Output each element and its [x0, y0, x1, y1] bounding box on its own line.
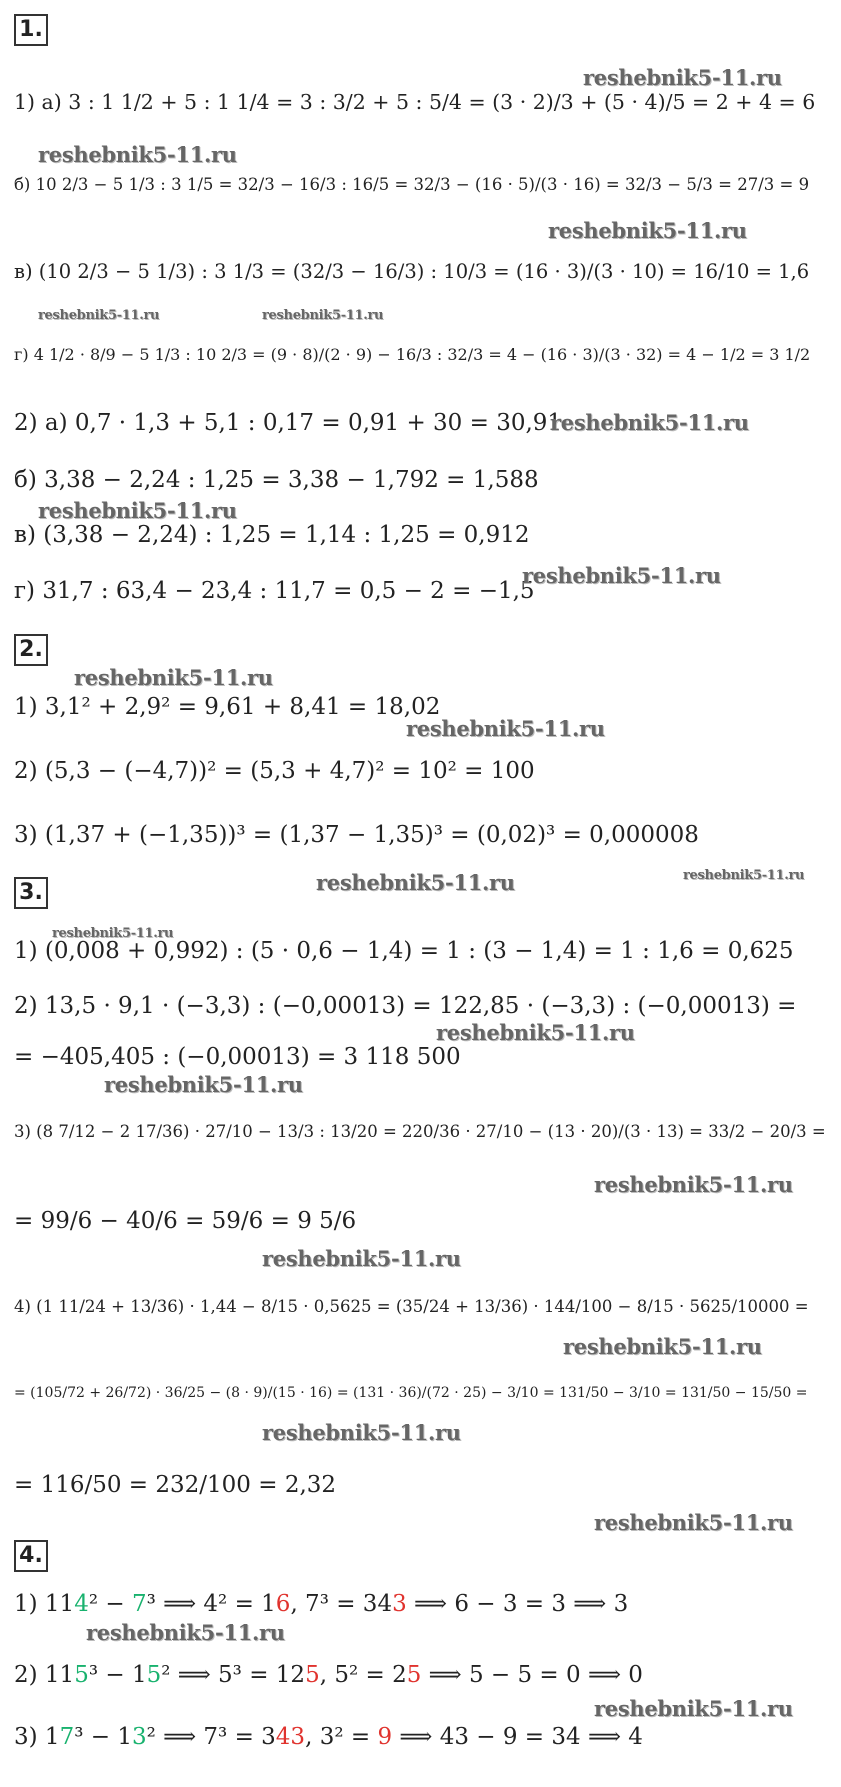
watermark: reshebnik5-11.ru	[38, 142, 237, 167]
task1-line-2b: б) 3,38 − 2,24 : 1,25 = 3,38 − 1,792 = 1,588	[14, 467, 539, 493]
watermark: reshebnik5-11.ru	[86, 1620, 285, 1645]
watermark: reshebnik5-11.ru	[563, 1334, 762, 1359]
task1-line-1a: 1) а) 3 : 1 1/2 + 5 : 1 1/4 = 3 : 3/2 + 5 : 5/4 = (3 · 2)/3 + (5 · 4)/5 = 2 + 4 = 6	[14, 90, 816, 114]
task4-line-2: 2) 115³ − 15² ⟹ 5³ = 125, 5² = 25 ⟹ 5 − 5 = 0 ⟹ 0	[14, 1662, 643, 1688]
watermark: reshebnik5-11.ru	[52, 926, 174, 941]
task2-line-1: 1) 3,1² + 2,9² = 9,61 + 8,41 = 18,02	[14, 694, 441, 720]
task1-line-1g: г) 4 1/2 · 8/9 − 5 1/3 : 10 2/3 = (9 · 8)/(2 · 9) − 16/3 : 32/3 = 4 − (16 · 3)/(3 · 32) = 4 − 1/2 = 3 1/2	[14, 345, 811, 364]
watermark: reshebnik5-11.ru	[683, 868, 805, 883]
task-number-1: 1.	[14, 14, 48, 46]
watermark: reshebnik5-11.ru	[436, 1020, 635, 1045]
task3-line-3-cont: = 99/6 − 40/6 = 59/6 = 9 5/6	[14, 1208, 357, 1234]
task3-line-2-cont: = −405,405 : (−0,00013) = 3 118 500	[14, 1044, 461, 1070]
task3-line-2: 2) 13,5 · 9,1 · (−3,3) : (−0,00013) = 122,85 · (−3,3) : (−0,00013) =	[14, 993, 797, 1019]
watermark: reshebnik5-11.ru	[262, 1246, 461, 1271]
task1-line-1v: в) (10 2/3 − 5 1/3) : 3 1/3 = (32/3 − 16/3) : 10/3 = (16 · 3)/(3 · 10) = 16/10 = 1,6	[14, 260, 810, 283]
watermark: reshebnik5-11.ru	[583, 65, 782, 90]
task3-line-4-end: = 116/50 = 232/100 = 2,32	[14, 1472, 337, 1498]
watermark: reshebnik5-11.ru	[104, 1072, 303, 1097]
watermark: reshebnik5-11.ru	[550, 410, 749, 435]
watermark: reshebnik5-11.ru	[262, 1420, 461, 1445]
watermark: reshebnik5-11.ru	[38, 308, 160, 323]
task4-line-3: 3) 17³ − 13² ⟹ 7³ = 343, 3² = 9 ⟹ 43 − 9 = 34 ⟹ 4	[14, 1724, 643, 1750]
task1-line-1b: б) 10 2/3 − 5 1/3 : 3 1/5 = 32/3 − 16/3 : 16/5 = 32/3 − (16 · 5)/(3 · 16) = 32/3 − 5/3 = 27/3 = 9	[14, 175, 810, 194]
watermark: reshebnik5-11.ru	[38, 498, 237, 523]
watermark: reshebnik5-11.ru	[316, 870, 515, 895]
watermark: reshebnik5-11.ru	[594, 1696, 793, 1721]
task3-line-3: 3) (8 7/12 − 2 17/36) · 27/10 − 13/3 : 13/20 = 220/36 · 27/10 − (13 · 20)/(3 · 13) = 33/2 − 20/3 =	[14, 1122, 826, 1141]
task3-line-4-cont: = (105/72 + 26/72) · 36/25 − (8 · 9)/(15 · 16) = (131 · 36)/(72 · 25) − 3/10 = 131/50 − 3/10 = 131/50 − 15/50 =	[14, 1385, 808, 1401]
task-number-3: 3.	[14, 877, 48, 909]
watermark: reshebnik5-11.ru	[406, 716, 605, 741]
task1-line-2v: в) (3,38 − 2,24) : 1,25 = 1,14 : 1,25 = 0,912	[14, 522, 530, 548]
task-number-2: 2.	[14, 634, 48, 666]
task3-line-1: 1) (0,008 + 0,992) : (5 · 0,6 − 1,4) = 1 : (3 − 1,4) = 1 : 1,6 = 0,625	[14, 938, 794, 964]
task-number-4: 4.	[14, 1540, 48, 1572]
watermark: reshebnik5-11.ru	[74, 665, 273, 690]
watermark: reshebnik5-11.ru	[594, 1510, 793, 1535]
watermark: reshebnik5-11.ru	[594, 1172, 793, 1197]
task3-line-4: 4) (1 11/24 + 13/36) · 1,44 − 8/15 · 0,5625 = (35/24 + 13/36) · 144/100 − 8/15 · 5625/10000 =	[14, 1297, 809, 1316]
watermark: reshebnik5-11.ru	[548, 218, 747, 243]
task1-line-2a: 2) а) 0,7 · 1,3 + 5,1 : 0,17 = 0,91 + 30 = 30,91	[14, 410, 563, 436]
watermark: reshebnik5-11.ru	[522, 563, 721, 588]
watermark: reshebnik5-11.ru	[262, 308, 384, 323]
task4-line-1: 1) 114² − 7³ ⟹ 4² = 16, 7³ = 343 ⟹ 6 − 3 = 3 ⟹ 3	[14, 1591, 629, 1617]
task1-line-2g: г) 31,7 : 63,4 − 23,4 : 11,7 = 0,5 − 2 = −1,5	[14, 578, 535, 604]
task2-line-3: 3) (1,37 + (−1,35))³ = (1,37 − 1,35)³ = (0,02)³ = 0,000008	[14, 822, 699, 848]
task2-line-2: 2) (5,3 − (−4,7))² = (5,3 + 4,7)² = 10² = 100	[14, 758, 535, 784]
